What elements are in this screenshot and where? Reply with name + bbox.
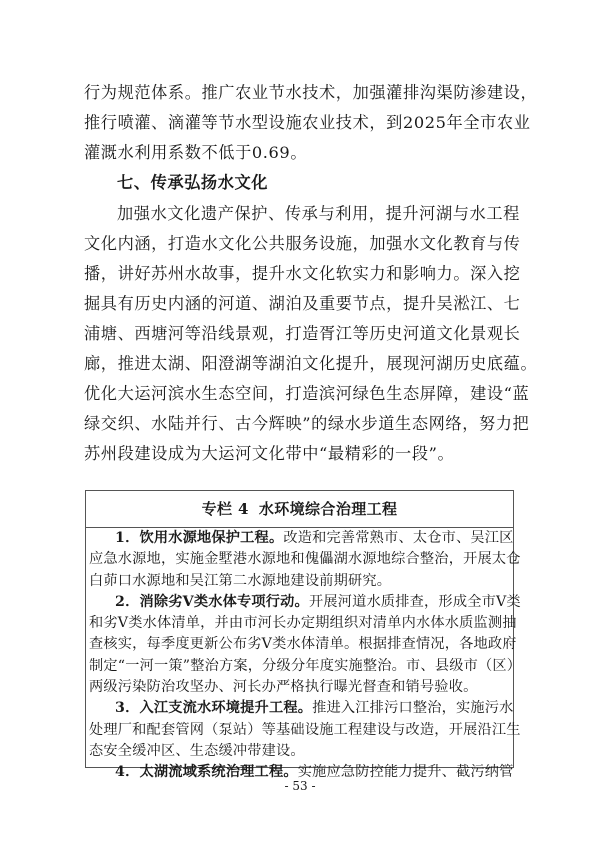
column-box [85, 490, 522, 781]
paragraph-agri-water [84, 78, 538, 168]
column-title-text: 水环境综合治理工程 [258, 500, 398, 518]
item-lead: 1．饮用水源地保护工程。 [115, 530, 284, 546]
item-text: 实施应急防控能力提升、截污纳管 [297, 764, 514, 781]
column-item [89, 528, 521, 592]
item-text: 查核实，每季度更新公布劣V类水体清单。根据排查情况，各地政府 [89, 636, 517, 653]
item-text: 两级污染防治攻坚办、河长办严格执行曝光督查和销号验收。 [89, 679, 478, 696]
text-line: 绿交织、水陆并行、古今辉映”的绿水步道生态网络，努力把 [84, 414, 530, 433]
section-title: 七、传承弘扬水文化 [117, 173, 269, 192]
text-line: 优化大运河滨水生态空间，打造滨河绿色生态屏障，建设“蓝 [84, 384, 530, 403]
paragraph-water-culture [84, 199, 538, 469]
item-lead: 2．消除劣V类水体专项行动。 [115, 593, 309, 610]
item-text: 改造和完善常熟市、太仓市、吴江区 [283, 530, 514, 546]
section-heading [84, 168, 520, 198]
text-line: 文化内涵，打造水文化公共服务设施，加强水文化教育与传 [84, 234, 521, 253]
item-text: 开展河道水质排查，形成全市V类 [308, 593, 521, 610]
item-text: 应急水源地，实施金墅港水源地和傀儡湖水源地综合整治，开展太仓 [89, 551, 521, 568]
text-line: 播，讲好苏州水故事，提升水文化软实力和影响力。深入挖 [84, 264, 521, 283]
item-text: 态安全缓冲区、生态缓冲带建设。 [89, 742, 305, 759]
item-text: 和劣V类水体清单，并由市河长办定期组织对清单内水体水质监测抽 [89, 615, 517, 632]
text-line: 推行喷灌、滴灌等节水型设施农业技术，到2025年全市农业 [84, 113, 531, 132]
column-box-body [86, 528, 522, 784]
item-text: 白茆口水源地和吴江第二水源地建设前期研究。 [89, 572, 392, 589]
text-line: 行为规范体系。推广农业节水技术，加强灌排沟渠防渗建设， [84, 83, 538, 102]
column-number: 专栏 4 [201, 500, 249, 518]
text-line: 加强水文化遗产保护、传承与利用，提升河湖与水工程 [117, 204, 520, 223]
text-line: 掘具有历史内涵的河道、湖泊及重要节点，提升吴淞江、七 [84, 294, 521, 313]
column-item [89, 698, 521, 762]
text-line: 浦塘、西塘河等沿线景观，打造胥江等历史河道文化景观长 [84, 324, 521, 343]
text-line: 灌溉水利用系数不低于0.69。 [84, 143, 308, 162]
item-text: 处理厂和配套管网（泵站）等基础设施工程建设与改造，开展沿江生 [89, 721, 521, 738]
item-lead: 3．入江支流水环境提升工程。 [115, 700, 313, 717]
column-box-title [86, 491, 513, 528]
text-line: 廊，推进太湖、阳澄湖等湖泊文化提升，展现河湖历史底蕴。 [84, 354, 538, 373]
item-text: 制定“一河一策”整治方案，分级分年度实施整治。市、县级市（区） [89, 657, 522, 674]
column-item [89, 592, 522, 698]
item-lead: 4．太湖流域系统治理工程。 [115, 764, 298, 781]
text-line: 苏州段建设成为大运河文化带中“最精彩的一段”。 [84, 444, 455, 463]
item-text: 推进入江排污口整治，实施污水 [312, 700, 514, 717]
page-number: - 53 - [284, 779, 316, 793]
